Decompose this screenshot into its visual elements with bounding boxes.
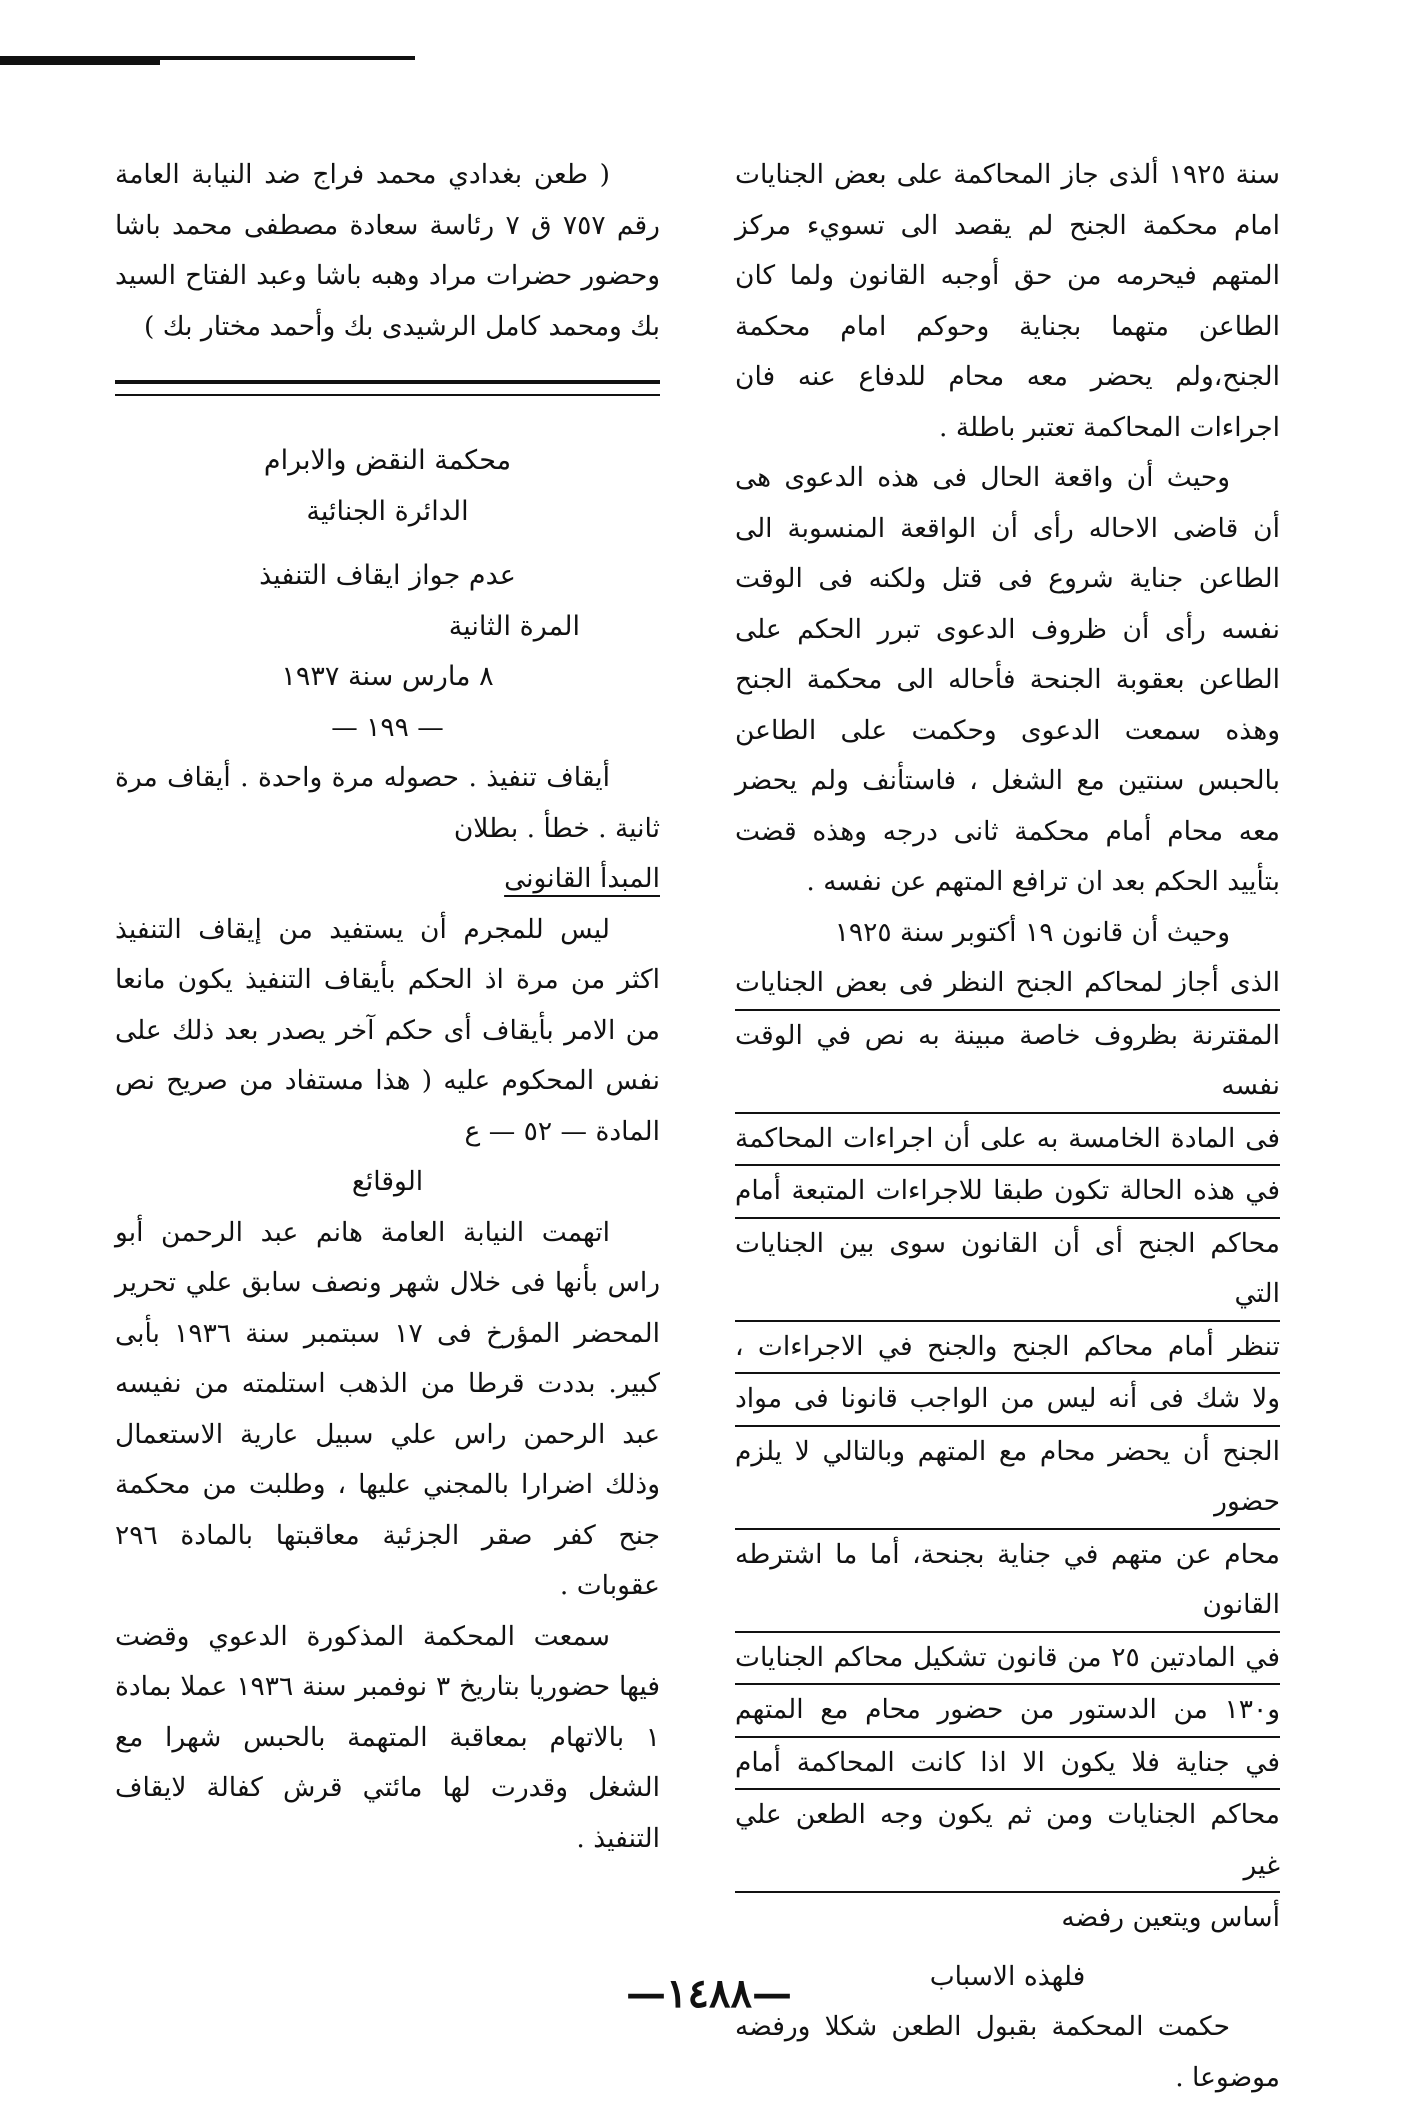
principle-heading: المبدأ القانونى [504,863,660,894]
facts-text: اتهمت النيابة العامة هانم عبد الرحمن أبو راس بأنها فى خلال شهر ونصف سابق علي تحرير المحضر المؤرخ فى ١٧ سبتمبر سنة ١٩٣٦ بأبى كبير. بددت قرطا من الذهب استلمته من نفيسه عبد الرحمن راس علي سبيل عارية الاستعمال وذلك اضرارا بالمجني عليها ، وطلبت من محكمة جنح كفر صقر الجزئية معاقبتها بالمادة ٢٩٦ عقوبات . [115,1216,660,1601]
principle-text: ليس للمجرم أن يستفيد من إيقاف التنفيذ اكثر من مرة اذ الحكم بأيقاف التنفيذ يكون مانعا من الامر بأيقاف أى حكم آخر يصدر بعد ذلك على نفس المحكوم عليه ( هذا مستفاد من صريح نص المادة — ٥٢ — ع [115,913,660,1147]
underlined-line: في جناية فلا يكون الا اذا كانت المحاكمة أمام [735,1738,1280,1791]
underlined-line: محاكم الجنايات ومن ثم يكون وجه الطعن علي غير [735,1790,1280,1893]
underlined-line: في هذه الحالة تكون طبقا للاجراءات المتبعة أمام [735,1166,1280,1219]
right-para-3-underlined [735,958,1280,1374]
right-column [735,150,1280,2103]
instance-label: المرة الثانية [448,610,580,642]
top-decorative-rule [0,56,415,66]
underlined-line: الذى أجاز لمحاكم الجنح النظر فى بعض الجنايات [735,958,1280,1011]
case-number: — ١٩٩ — [331,711,444,743]
underlined-line: محام عن متهم في جناية بجنحة، أما ما اشترطه القانون [735,1530,1280,1633]
facts-heading: الوقائع [351,1166,424,1197]
judgment-date: ٨ مارس سنة ١٩٣٧ [281,661,494,692]
circuit-name: الدائرة الجنائية [306,495,469,527]
underlined-line: ولا شك فى أنه ليس من الواجب قانونا فى مواد [735,1374,1280,1427]
left-column [115,150,660,1864]
reasons-heading: فلهذه الاسباب [929,1960,1086,1992]
right-para-1: سنة ١٩٢٥ ألذى جاز المحاكمة على بعض الجنايات امام محكمة الجنح لم يقصد الى تسويء مركز المتهم فيحرمه من حق أوجبه القانون ولما كان الطاعن متهما بجناية وحوكم امام محكمة الجنح،ولم يحضر معه محام للدفاع عنه فان اجراءات المحاكمة تعتبر باطلة . [735,159,1280,443]
court-name: محكمة النقض والابرام [263,445,512,476]
right-para-3-lead: وحيث أن قانون ١٩ أكتوبر سنة ١٩٢٥ [834,916,1230,948]
verdict: حكمت المحكمة بقبول الطعن شكلا ورفضه موضوعا . [735,2011,1280,2093]
underlined-line: فى المادة الخامسة به على أن اجراءات المحاكمة [735,1114,1280,1167]
principle-heading-wrap [115,854,660,905]
underlined-line: تنظر أمام محاكم الجنح والجنح في الاجراءات ، [735,1322,1280,1375]
case-header: ( طعن بغدادي محمد فراج ضد النيابة العامة رقم ٧٥٧ ق ٧ رئاسة سعادة مصطفى محمد باشا وحضور حضرات مراد وهبه باشا وعبد الفتاح السيد بك ومحمد كامل الرشيدى بك وأحمد مختار بك ) [115,159,660,342]
case-subject: عدم جواز ايقاف التنفيذ [259,560,516,591]
right-para-4 [735,1374,1280,1944]
page-number: —١٤٨٨— [626,1970,792,2017]
keywords: أيقاف تنفيذ . حصوله مرة واحدة . أيقاف مرة ثانية . خطأ . بطلان [115,762,660,844]
right-para-2: وحيث أن واقعة الحال فى هذه الدعوى هى أن قاضى الاحاله رأى أن الواقعة المنسوبة الى الطاعن جناية شروع فى قتل ولكنه فى الوقت نفسه رأى أن ظروف الدعوى تبرر الحكم على الطاعن بعقوبة الجنحة فأحاله الى محكمة الجنح وهذه سمعت الدعوى وحكمت على الطاعن بالحبس سنتين مع الشغل ، فاستأنف ولم يحضر معه محام أمام محكمة ثانى درجه وهذه قضت بتأييد الحكم بعد ان ترافع المتهم عن نفسه . [735,462,1280,897]
judgment-text: سمعت المحكمة المذكورة الدعوي وقضت فيها حضوريا بتاريخ ٣ نوفمبر سنة ١٩٣٦ عملا بمادة ١ بالاتهام بمعاقبة المتهمة بالحبس شهرا مع الشغل وقدرت لها مائتي قرش كفالة لايقاف التنفيذ . [115,1620,661,1854]
underlined-line: و١٣٠ من الدستور من حضور محام مع المتهم [735,1685,1280,1738]
underlined-line: أساس ويتعين رفضه [1061,1902,1280,1933]
underlined-line: المقترنة بظروف خاصة مبينة به نص في الوقت نفسه [735,1011,1280,1114]
section-divider [115,380,660,396]
underlined-line: في المادتين ٢٥ من قانون تشكيل محاكم الجنايات [735,1633,1280,1686]
underlined-line: الجنح أن يحضر محام مع المتهم وبالتالي لا يلزم حضور [735,1427,1280,1530]
underlined-line: محاكم الجنح أى أن القانون سوى بين الجنايات التي [735,1219,1280,1322]
